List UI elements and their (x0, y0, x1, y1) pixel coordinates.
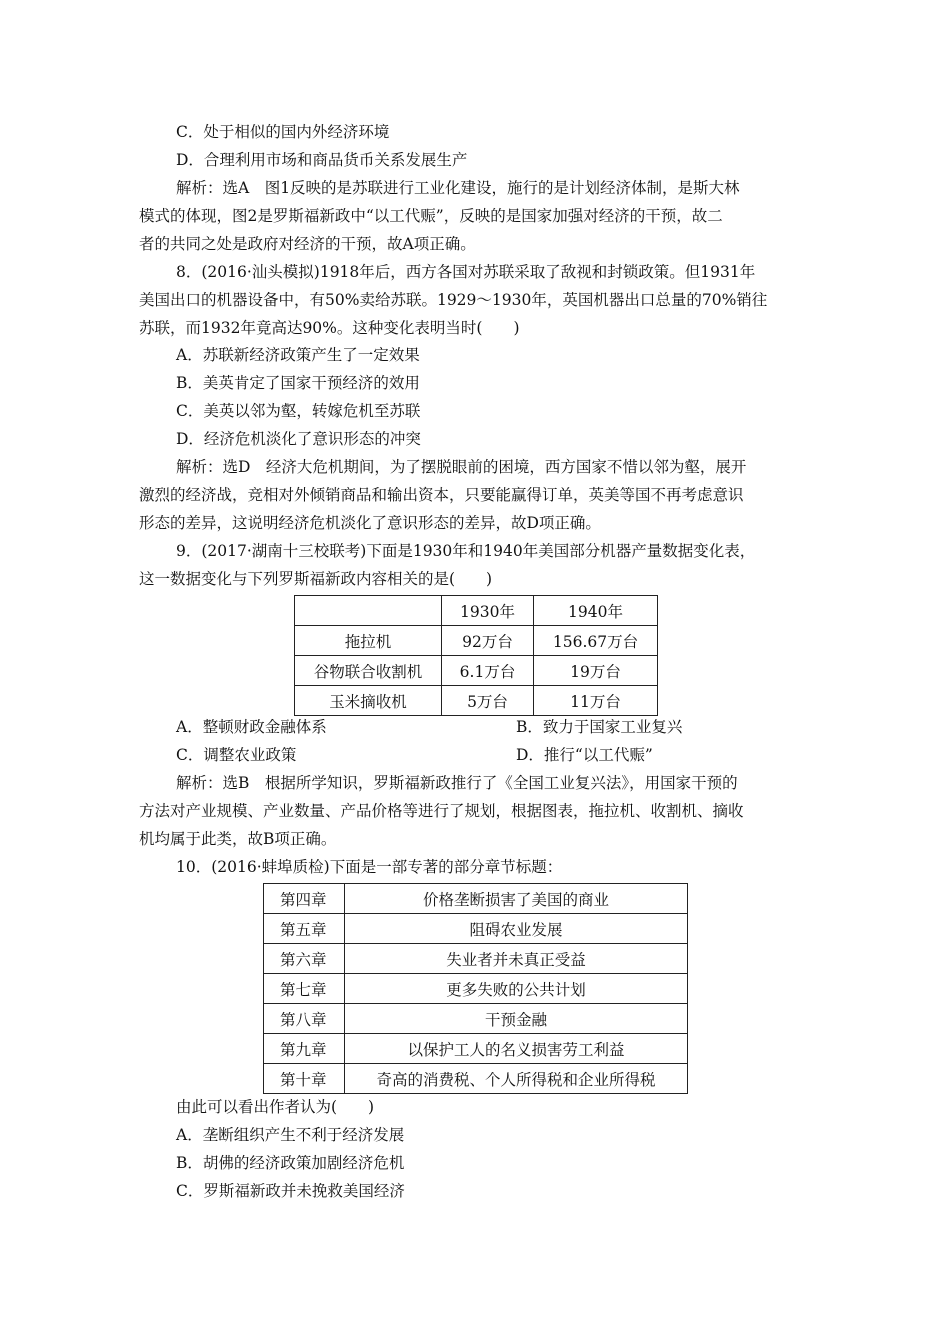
chapter-number: 第四章 (264, 884, 345, 914)
chapter-number: 第十章 (264, 1064, 345, 1094)
chapter-title: 以保护工人的名义损害劳工利益 (345, 1034, 688, 1064)
q8-stem-line-2: 美国出口的机器设备中，有50%卖给苏联。1929～1930年，英国机器出口总量的70%销往 (139, 291, 768, 309)
chapter-title: 奇高的消费税、个人所得税和企业所得税 (345, 1064, 688, 1094)
q9-option-a: A．整顿财政金融体系 (176, 718, 327, 736)
table-cell: 19万台 (534, 656, 658, 686)
q7-analysis-line-1: 解析：选A 图1反映的是苏联进行工业化建设，施行的是计划经济体制，是斯大林 (176, 179, 740, 197)
table-cell: 拖拉机 (295, 626, 442, 656)
chapter-title: 干预金融 (345, 1004, 688, 1034)
q8-option-c: C．美英以邻为壑，转嫁危机至苏联 (176, 402, 421, 420)
chapter-title: 更多失败的公共计划 (345, 974, 688, 1004)
table-row (295, 656, 658, 686)
table-row (264, 1034, 688, 1064)
q9-data-table (294, 595, 658, 716)
chapter-number: 第七章 (264, 974, 345, 1004)
table-row (295, 686, 658, 716)
q8-option-a: A．苏联新经济政策产生了一定效果 (176, 346, 420, 364)
table-row (264, 884, 688, 914)
table-header-row (295, 596, 658, 626)
chapter-number: 第五章 (264, 914, 345, 944)
q9-analysis-line-1: 解析：选B 根据所学知识，罗斯福新政推行了《全国工业复兴法》，用国家干预的 (176, 774, 738, 792)
chapter-title: 价格垄断损害了美国的商业 (345, 884, 688, 914)
chapter-number: 第六章 (264, 944, 345, 974)
table-cell: 11万台 (534, 686, 658, 716)
q10-question: 由此可以看出作者认为( ) (176, 1098, 375, 1116)
table-cell: 5万台 (442, 686, 534, 716)
table-cell: 谷物联合收割机 (295, 656, 442, 686)
q10-option-b: B．胡佛的经济政策加剧经济危机 (176, 1154, 405, 1172)
q9-analysis-line-3: 机均属于此类，故B项正确。 (139, 830, 337, 848)
q8-analysis-line-2: 激烈的经济战，竞相对外倾销商品和输出资本，只要能赢得订单，英美等国不再考虑意识 (139, 486, 744, 504)
q7-option-d: D．合理利用市场和商品货币关系发展生产 (176, 151, 468, 169)
q8-option-b: B．美英肯定了国家干预经济的效用 (176, 374, 420, 392)
q8-option-d: D．经济危机淡化了意识形态的冲突 (176, 430, 421, 448)
q9-analysis-line-2: 方法对产业规模、产业数量、产品价格等进行了规划，根据图表，拖拉机、收割机、摘收 (139, 802, 744, 820)
q9-option-c: C．调整农业政策 (176, 746, 297, 764)
table-row (295, 626, 658, 656)
table-cell: 1940年 (534, 596, 658, 626)
q8-analysis-line-3: 形态的差异，这说明经济危机淡化了意识形态的差异，故D项正确。 (139, 514, 601, 532)
q9-stem-line-1: 9．(2017·湖南十三校联考)下面是1930年和1940年美国部分机器产量数据变化表， (176, 542, 756, 560)
table-cell: 玉米摘收机 (295, 686, 442, 716)
table-cell: 156.67万台 (534, 626, 658, 656)
q9-option-d: D．推行“以工代赈” (516, 746, 653, 764)
chapter-title: 失业者并未真正受益 (345, 944, 688, 974)
q10-option-c: C．罗斯福新政并未挽救美国经济 (176, 1182, 405, 1200)
q7-option-c: C．处于相似的国内外经济环境 (176, 123, 390, 141)
table-row (264, 1064, 688, 1094)
table-cell: 1930年 (442, 596, 534, 626)
q8-stem-line-3: 苏联，而1932年竟高达90%。这种变化表明当时( ) (139, 319, 520, 337)
table-row (264, 1004, 688, 1034)
table-cell: 92万台 (442, 626, 534, 656)
chapter-number: 第九章 (264, 1034, 345, 1064)
q9-option-b: B．致力于国家工业复兴 (516, 718, 683, 736)
q8-stem-line-1: 8．(2016·汕头模拟)1918年后，西方各国对苏联采取了敌视和封锁政策。但1931年 (176, 263, 756, 281)
q10-stem: 10．(2016·蚌埠质检)下面是一部专著的部分章节标题： (176, 858, 563, 876)
table-cell: 6.1万台 (442, 656, 534, 686)
q7-analysis-line-3: 者的共同之处是政府对经济的干预，故A项正确。 (139, 235, 476, 253)
chapter-title: 阻碍农业发展 (345, 914, 688, 944)
chapter-number: 第八章 (264, 1004, 345, 1034)
q8-analysis-line-1: 解析：选D 经济大危机期间，为了摆脱眼前的困境，西方国家不惜以邻为壑，展开 (176, 458, 747, 476)
q10-chapter-table (263, 883, 688, 1094)
q9-stem-line-2: 这一数据变化与下列罗斯福新政内容相关的是( ) (139, 570, 493, 588)
table-cell (295, 596, 442, 626)
table-row (264, 974, 688, 1004)
table-row (264, 944, 688, 974)
q10-option-a: A．垄断组织产生不利于经济发展 (176, 1126, 405, 1144)
q7-analysis-line-2: 模式的体现，图2是罗斯福新政中“以工代赈”，反映的是国家加强对经济的干预，故二 (139, 207, 723, 225)
table-row (264, 914, 688, 944)
